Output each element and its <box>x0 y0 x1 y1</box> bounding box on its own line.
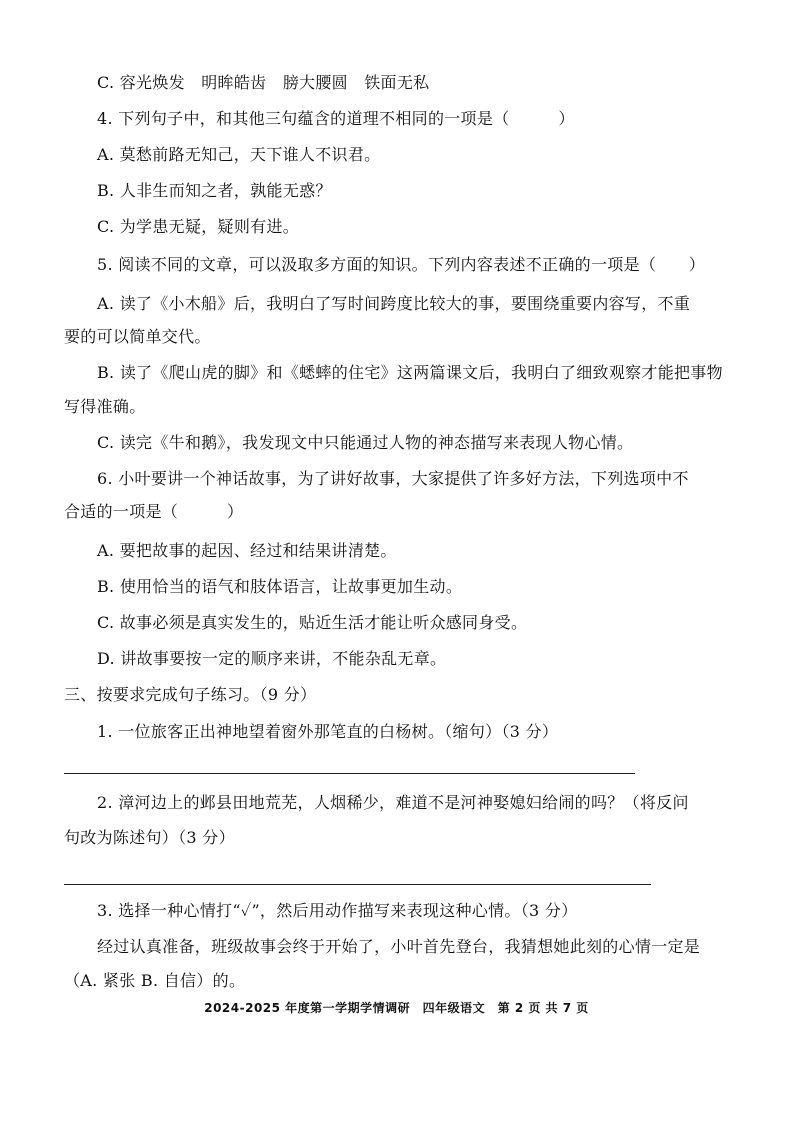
q5-stem: 5. 阅读不同的文章，可以汲取多方面的知识。下列内容表述不正确的一项是（ ） <box>97 255 706 274</box>
s3-q3-passage-line2: （A. 紧张 B. 自信）的。 <box>64 971 246 990</box>
q6-option-d: D. 讲故事要按一定的顺序来讲，不能杂乱无章。 <box>97 649 447 668</box>
page-footer: 2024-2025 年度第一学期学情调研 四年级语文 第 2 页 共 7 页 <box>204 1001 589 1015</box>
q6-option-b: B. 使用恰当的语气和肢体语言，让故事更加生动。 <box>97 577 463 596</box>
q6-option-c: C. 故事必须是真实发生的，贴近生活才能让听众感同身受。 <box>97 613 528 632</box>
q5-option-b-line1: B. 读了《爬山虎的脚》和《蟋蟀的住宅》这两篇课文后，我明白了细致观察才能把事物 <box>97 363 723 382</box>
q5-option-b-line2: 写得准确。 <box>64 397 146 416</box>
q4-option-b: B. 人非生而知之者，孰能无惑？ <box>97 181 332 200</box>
q3-option-c: C. 容光焕发 明眸皓齿 膀大腰圆 铁面无私 <box>97 73 430 92</box>
s3-q2-stem-line2: 句改为陈述句）（3 分） <box>64 828 235 847</box>
s3-q3-stem: 3. 选择一种心情打“✓”，然后用动作描写来表现这种心情。（3 分） <box>97 901 578 920</box>
answer-line-2 <box>64 884 651 885</box>
q6-option-a: A. 要把故事的起因、经过和结果讲清楚。 <box>97 541 397 560</box>
q5-option-c: C. 读完《牛和鹅》，我发现文中只能通过人物的神态描写来表现人物心情。 <box>97 433 634 452</box>
section-three-heading: 三、按要求完成句子练习。（9 分） <box>64 685 317 704</box>
s3-q3-passage-line1: 经过认真准备，班级故事会终于开始了，小叶首先登台，我猜想她此刻的心情一定是 <box>97 937 701 956</box>
q5-option-a-line2: 要的可以简单交代。 <box>64 327 211 346</box>
q6-stem-line1: 6. 小叶要讲一个神话故事，为了讲好故事，大家提供了许多好方法，下列选项中不 <box>97 469 689 488</box>
q4-option-c: C. 为学患无疑，疑则有进。 <box>97 217 300 236</box>
q6-stem-line2: 合适的一项是（ ） <box>64 502 244 521</box>
s3-q1-stem: 1. 一位旅客正出神地望着窗外那笔直的白杨树。（缩句）（3 分） <box>97 722 559 741</box>
q4-stem: 4. 下列句子中，和其他三句蕴含的道理不相同的一项是（ ） <box>97 109 575 128</box>
q4-option-a: A. 莫愁前路无知己，天下谁人不识君。 <box>97 145 381 164</box>
s3-q2-stem-line1: 2. 漳河边上的邺县田地荒芜，人烟稀少，难道不是河神娶媳妇给闹的吗？（将反问 <box>97 793 689 812</box>
answer-line-1 <box>64 773 635 774</box>
q5-option-a-line1: A. 读了《小木船》后，我明白了写时间跨度比较大的事，要围绕重要内容写，不重 <box>97 294 691 313</box>
